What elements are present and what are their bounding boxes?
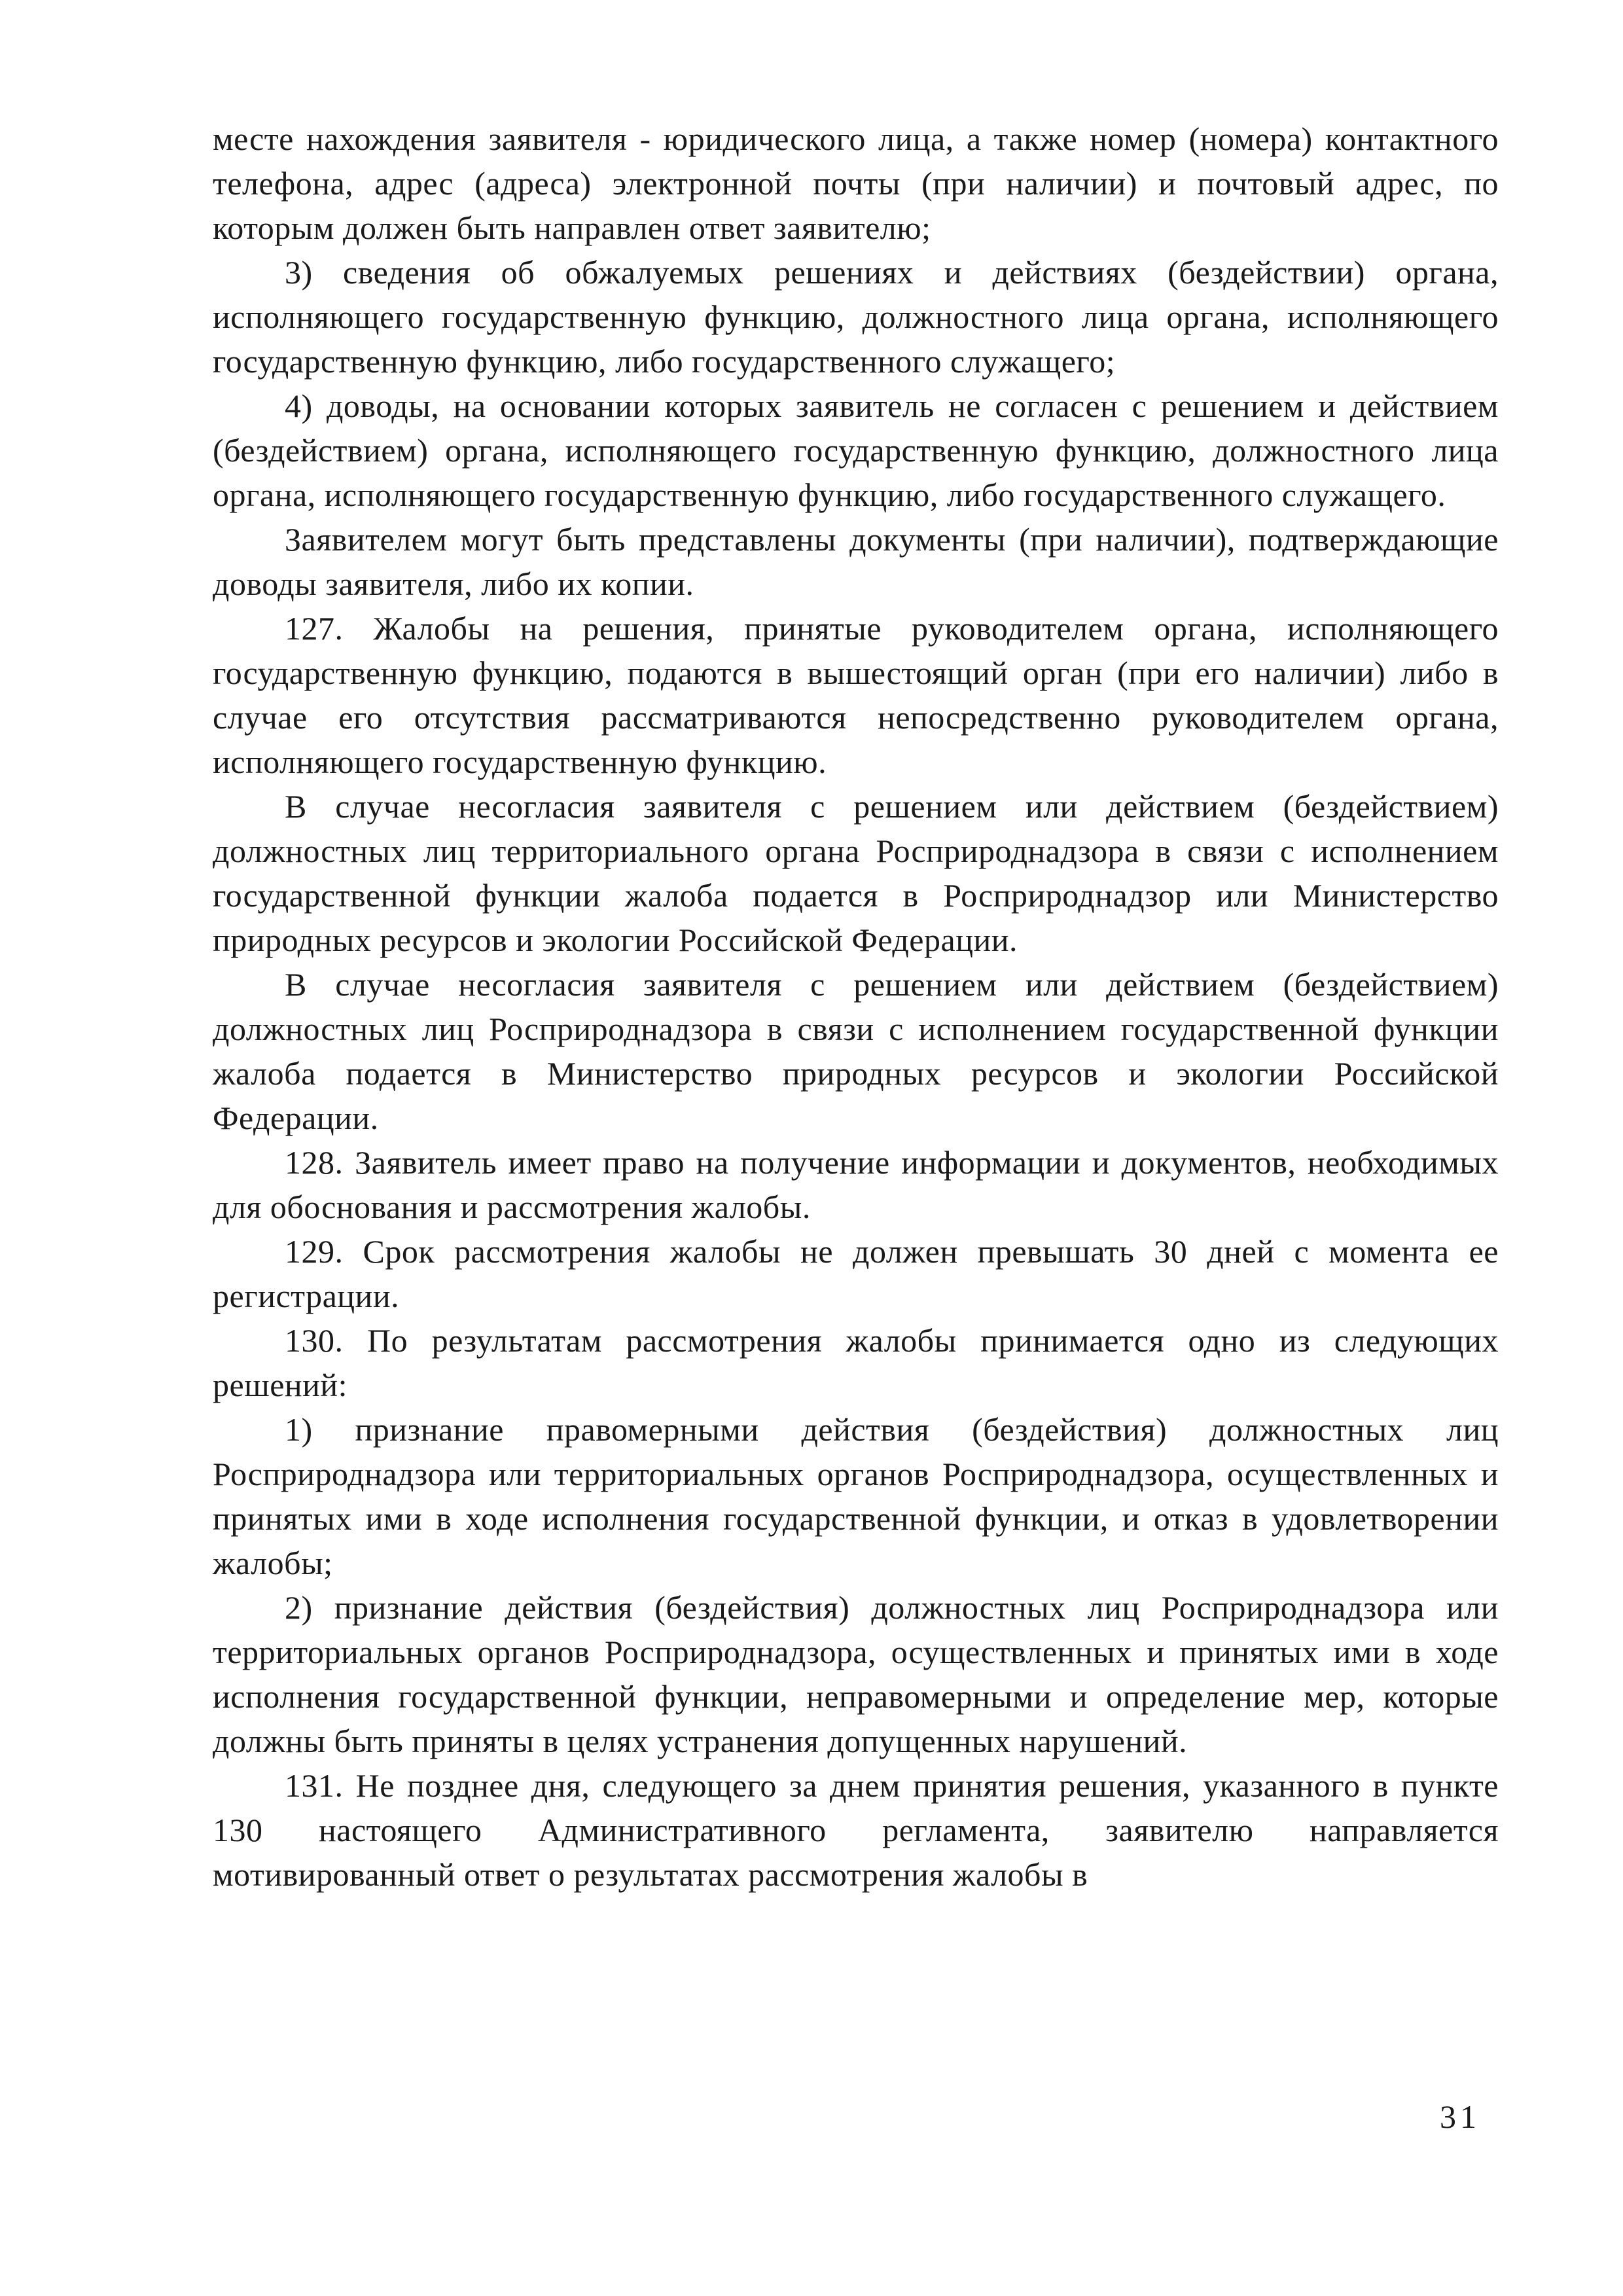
document-body: [213, 117, 1499, 1897]
paragraph-129: 129. Срок рассмотрения жалобы не должен превышать 30 дней с момента ее регистрации.: [213, 1233, 1499, 1314]
paragraph-item-3: 3) сведения об обжалуемых решениях и действиях (бездействии) органа, исполняющего государственную функцию, должностного лица органа, исполняющего государственную функцию, либо государственного служащего;: [213, 254, 1499, 380]
paragraph-130-item-1: 1) признание правомерными действия (бездействия) должностных лиц Росприроднадзора или территориальных органов Росприроднадзора, осуществленных и принятых ими в ходе исполнения государственной функции, и отказ в удовлетворении жалобы;: [213, 1411, 1499, 1581]
paragraph-disagreement-central: В случае несогласия заявителя с решением или действием (бездействием) должностных лиц Росприроднадзора в связи с исполнением государственной функции жалоба подается в Министерство природных ресурсов и экологии Российской Федерации.: [213, 966, 1499, 1136]
paragraph-130: 130. По результатам рассмотрения жалобы принимается одно из следующих решений:: [213, 1322, 1499, 1403]
paragraph-131: 131. Не позднее дня, следующего за днем принятия решения, указанного в пункте 130 настоящего Административного регламента, заявителю направляется мотивированный ответ о результатах рассмотрения жалобы в: [213, 1767, 1499, 1893]
page-number: 31: [1440, 2098, 1480, 2135]
paragraph-documents: Заявителем могут быть представлены документы (при наличии), подтверждающие доводы заявителя, либо их копии.: [213, 521, 1499, 602]
paragraph-127: 127. Жалобы на решения, принятые руководителем органа, исполняющего государственную функцию, подаются в вышестоящий орган (при его наличии) либо в случае его отсутствия рассматриваются непосредственно руководителем органа, исполняющего государственную функцию.: [213, 610, 1499, 780]
paragraph-disagreement-territorial: В случае несогласия заявителя с решением или действием (бездействием) должностных лиц территориального органа Росприроднадзора в связи с исполнением государственной функции жалоба подается в Росприроднадзор или Министерство природных ресурсов и экологии Российской Федерации.: [213, 788, 1499, 958]
paragraph-128: 128. Заявитель имеет право на получение информации и документов, необходимых для обоснования и рассмотрения жалобы.: [213, 1144, 1499, 1225]
paragraph-continuation: месте нахождения заявителя - юридического лица, а также номер (номера) контактного телефона, адрес (адреса) электронной почты (при наличии) и почтовый адрес, по которым должен быть направлен ответ заявителю;: [213, 120, 1499, 246]
paragraph-130-item-2: 2) признание действия (бездействия) должностных лиц Росприроднадзора или территориальных органов Росприроднадзора, осуществленных и принятых ими в ходе исполнения государственной функции, неправомерными и определение мер, которые должны быть приняты в целях устранения допущенных нарушений.: [213, 1589, 1499, 1759]
paragraph-item-4: 4) доводы, на основании которых заявитель не согласен с решением и действием (бездействием) органа, исполняющего государственную функцию, должностного лица органа, исполняющего государственную функцию, либо государственного служащего.: [213, 387, 1499, 513]
